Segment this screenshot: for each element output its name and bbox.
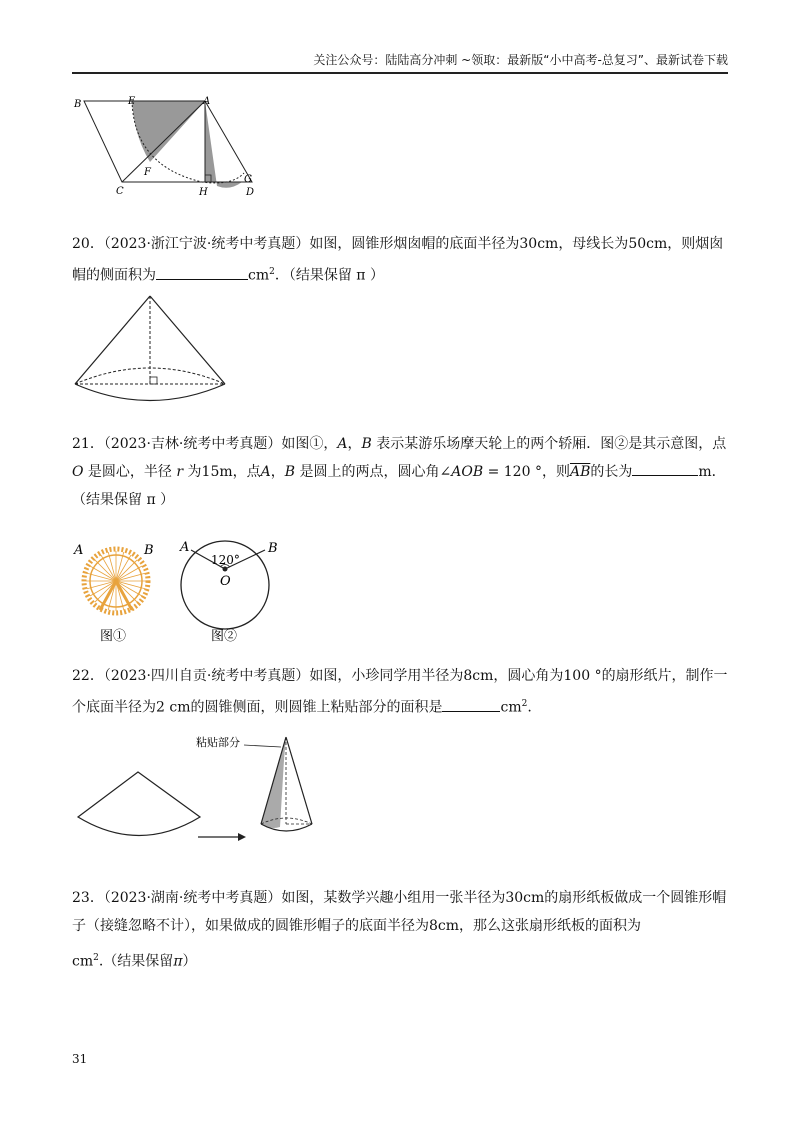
figure-ferris-wheel: [72, 538, 162, 663]
sector-outline: [78, 772, 200, 836]
transform-arrow-head: [238, 833, 246, 841]
question-number: 21．: [72, 436, 104, 452]
answer-blank[interactable]: [156, 263, 248, 280]
var-A: A: [260, 464, 271, 480]
question-23: [72, 884, 728, 976]
arc-AB: $\overline{AB}$: [569, 464, 591, 480]
label-B: B: [268, 541, 278, 556]
answer-blank[interactable]: [632, 459, 698, 476]
label-E: E: [128, 96, 136, 107]
label-F: F: [144, 167, 151, 178]
question-text: ）: [182, 953, 197, 970]
cone-right-edge: [150, 296, 225, 384]
radius-value: 30cm: [505, 890, 545, 906]
unit: cm: [72, 953, 94, 970]
var-A: A: [337, 436, 348, 452]
question-21-line2: [72, 458, 728, 486]
question-text: .: [527, 699, 532, 716]
question-text: ，圆心角为: [493, 668, 564, 684]
var-B: B: [361, 436, 372, 452]
unit: cm: [248, 267, 270, 284]
question-20-line1: [72, 230, 728, 258]
base-radius-value: 2 cm: [156, 699, 191, 716]
question-text: ，: [270, 464, 285, 480]
question-22-line2: [72, 690, 728, 722]
figure-caption-2: 图②: [211, 629, 238, 644]
pointer-line: [244, 745, 281, 747]
question-text: ，则烟囱: [667, 236, 724, 252]
question-22-line1: [72, 662, 728, 690]
page-number: 31: [72, 1052, 88, 1066]
question-text: .（结果保留: [98, 953, 174, 970]
question-20: [72, 230, 728, 290]
figure-sector-to-cone: [76, 732, 336, 852]
glued-part-label: 粘贴部分: [196, 736, 240, 749]
question-source: （2023·浙江宁波·统考中考真题）: [103, 236, 310, 252]
question-text: 的扇形纸片，制作一: [601, 668, 728, 684]
question-text: 是圆上的两点，圆心角∠: [295, 464, 452, 480]
label-D: D: [246, 187, 255, 198]
question-text: ，: [347, 436, 362, 452]
header-text: 关注公众号：陆陆高分冲刺 ~领取：最新版“小中高考-总复习”、最新试卷下载: [313, 53, 728, 67]
question-22: [72, 662, 728, 722]
label-C: C: [116, 186, 124, 197]
figure-cone-chimney-cap: [72, 292, 232, 407]
question-text: 个底面半径为: [72, 699, 156, 716]
label-A: A: [203, 96, 211, 107]
label-H: H: [199, 187, 208, 198]
question-text: 如图①，: [281, 436, 338, 452]
var-r: r: [176, 464, 184, 480]
question-source: （2023·湖南·统考中考真题）: [103, 890, 282, 906]
var-O: O: [72, 464, 84, 480]
label-G: G: [244, 174, 252, 185]
page-header: [72, 50, 728, 74]
question-20-line2: [72, 258, 728, 290]
center-point: [223, 567, 228, 572]
question-text: 子（接缝忽略不计），如果做成的圆锥形帽子的底面半径为: [72, 918, 429, 934]
label-A: A: [74, 543, 84, 558]
question-text: 的长为: [590, 464, 633, 480]
question-text: ．（结果保留 π ）: [274, 267, 384, 284]
figure-circle-arc: [176, 538, 286, 663]
label-B: B: [144, 543, 154, 558]
var-B: B: [284, 464, 296, 480]
superscript: 2: [269, 267, 275, 277]
question-text: ，母线长为: [558, 236, 629, 252]
question-text: 如图，圆锥形烟囱帽的底面半径为: [309, 236, 520, 252]
radius-value: 8cm: [463, 668, 494, 684]
figure-parallelogram-sectors: [72, 96, 272, 196]
question-text: ，点: [232, 464, 261, 480]
question-number: 20．: [72, 236, 104, 252]
angle-value: = 120 °: [483, 464, 542, 480]
pi-symbol: π: [173, 953, 183, 970]
angle-label: 120°: [211, 553, 240, 567]
answer-blank[interactable]: [442, 695, 500, 712]
question-text: 的圆锥侧面，则圆锥上粘贴部分的面积是: [190, 699, 443, 716]
unit: cm: [537, 236, 559, 252]
radius-value: 15m: [201, 464, 233, 480]
question-number: 22．: [72, 668, 104, 684]
figure-caption-1: 图①: [100, 629, 127, 644]
question-text: 的扇形纸板做成一个圆锥形帽: [544, 890, 727, 906]
question-note: （结果保留 π ）: [72, 492, 175, 508]
cone-left-edge: [75, 296, 150, 384]
angle-name: AOB: [451, 464, 484, 480]
question-23-line3: [72, 944, 728, 976]
angle-value: 100 °: [563, 668, 602, 684]
superscript: 2: [93, 953, 99, 963]
question-text: 表示某游乐场摩天轮上的两个轿厢．图②是其示意图，点: [371, 436, 727, 452]
unit: cm: [646, 236, 668, 252]
unit: cm: [500, 699, 522, 716]
base-radius-value: 8cm: [429, 918, 460, 934]
question-text: 是圆心，半径: [83, 464, 177, 480]
question-21-line3: [72, 486, 728, 514]
question-text: 如图，小珍同学用半径为: [309, 668, 464, 684]
question-21: [72, 430, 728, 514]
question-source: （2023·吉林·统考中考真题）: [103, 436, 282, 452]
question-source: （2023·四川自贡·统考中考真题）: [103, 668, 310, 684]
right-angle-mark: [150, 377, 157, 384]
unit: m: [698, 464, 712, 480]
question-23-line2: [72, 912, 728, 940]
base-front-arc: [75, 384, 225, 401]
superscript: 2: [521, 699, 528, 709]
slant-height-value: 50: [628, 236, 647, 252]
shaded-region-left: [132, 101, 205, 162]
question-text: 为: [183, 464, 202, 480]
question-text: 帽的侧面积为: [72, 267, 156, 284]
label-B: B: [74, 99, 82, 110]
question-text: ，则: [541, 464, 570, 480]
radius-value: 30: [519, 236, 538, 252]
question-21-line1: [72, 430, 728, 458]
question-text: ，那么这张扇形纸板的面积为: [459, 918, 642, 934]
cone2-right-edge: [286, 737, 312, 824]
label-A: A: [180, 540, 190, 555]
question-number: 23．: [72, 890, 104, 906]
label-O: O: [220, 574, 231, 589]
question-text: 如图，某数学兴趣小组用一张半径为: [281, 890, 506, 906]
question-text: ．: [711, 464, 726, 480]
question-23-line1: [72, 884, 728, 912]
